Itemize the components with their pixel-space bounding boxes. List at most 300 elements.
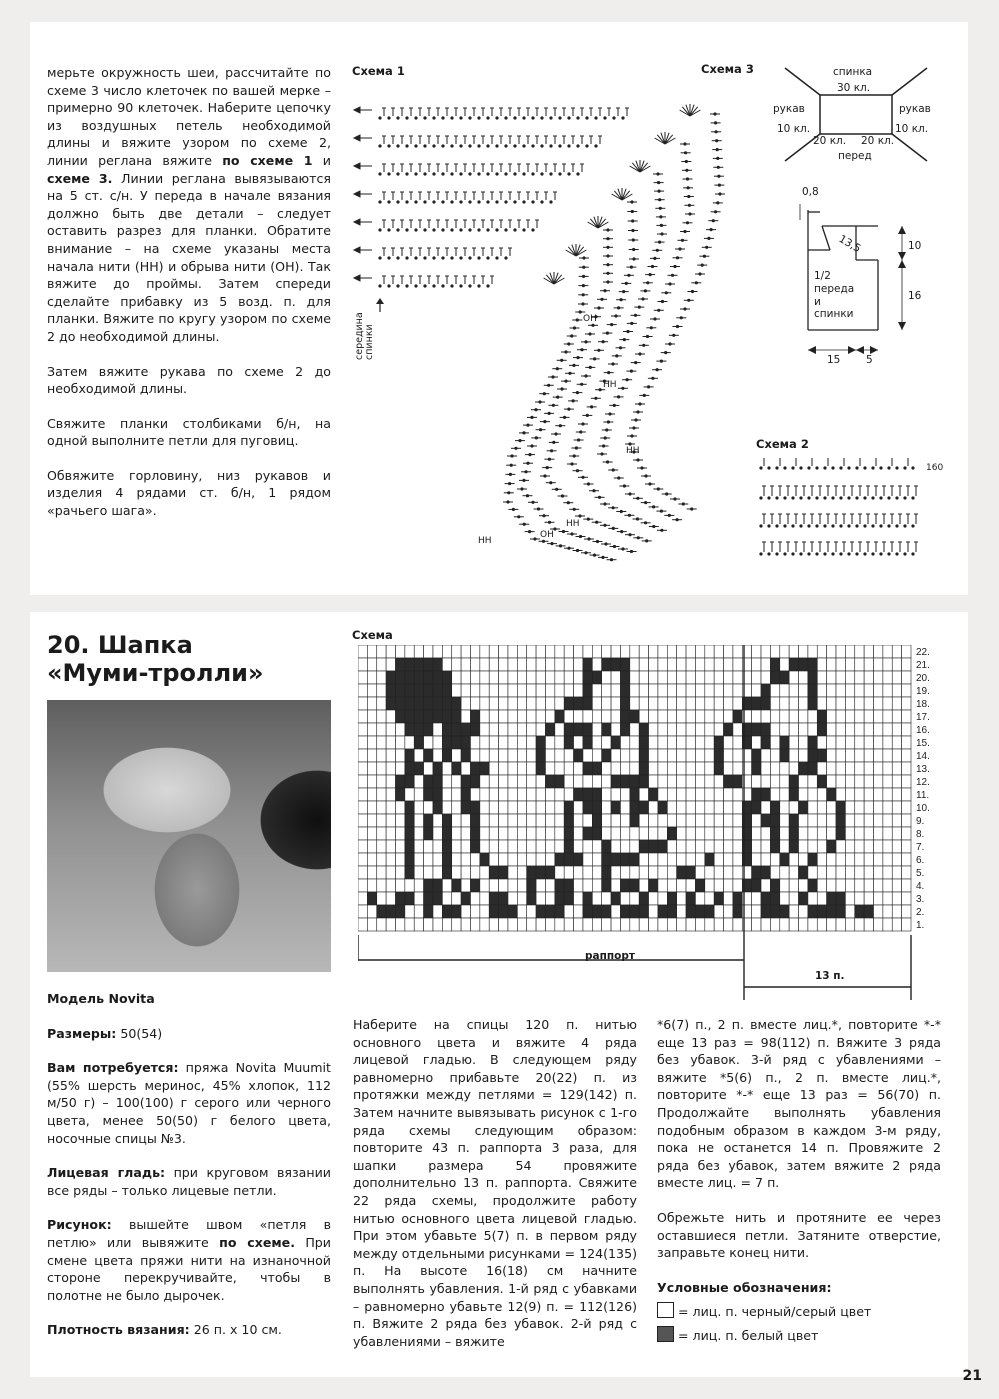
chart-cell-main-yarn xyxy=(480,723,489,736)
chain-stitch xyxy=(559,173,561,175)
chart-cell-main-yarn xyxy=(714,840,723,853)
chain-stitch xyxy=(505,117,507,119)
chart-cell-white-yarn xyxy=(705,853,714,866)
chart-cell-main-yarn xyxy=(395,814,404,827)
chart-cell-main-yarn xyxy=(724,814,733,827)
chain-stitch xyxy=(514,145,516,147)
chain-stitch xyxy=(433,229,435,231)
chart-cell-main-yarn xyxy=(789,736,798,749)
chart-cell-main-yarn xyxy=(733,658,742,671)
chart-cell-main-yarn xyxy=(499,814,508,827)
chart-cell-main-yarn xyxy=(527,736,536,749)
chain-stitch xyxy=(478,173,480,175)
chain-stitch xyxy=(864,467,866,469)
chain-stitch xyxy=(424,285,426,287)
chart-cell-main-yarn xyxy=(780,684,789,697)
chart-cell-main-yarn xyxy=(845,905,854,918)
chart-cell-main-yarn xyxy=(864,801,873,814)
chart-cell-main-yarn xyxy=(836,749,845,762)
chart-cell-main-yarn xyxy=(564,671,573,684)
chart-cell-main-yarn xyxy=(555,866,564,879)
chart-cell-main-yarn xyxy=(845,918,854,931)
chart-cell-main-yarn xyxy=(864,697,873,710)
dim-15-label: 15 xyxy=(827,354,841,366)
chart-cell-main-yarn xyxy=(602,671,611,684)
chart-cell-main-yarn xyxy=(855,866,864,879)
chart-cell-main-yarn xyxy=(714,866,723,879)
chart-cell-white-yarn xyxy=(564,892,573,905)
chart-cell-main-yarn xyxy=(883,814,892,827)
chart-cell-main-yarn xyxy=(836,918,845,931)
chart-cell-main-yarn xyxy=(808,710,817,723)
chart-cell-main-yarn xyxy=(667,866,676,879)
chart-cell-main-yarn xyxy=(658,814,667,827)
chart-cell-main-yarn xyxy=(836,879,845,892)
chart-cell-main-yarn xyxy=(527,723,536,736)
chart-cell-main-yarn xyxy=(827,749,836,762)
chart-cell-white-yarn xyxy=(442,671,451,684)
chart-cell-main-yarn xyxy=(602,918,611,931)
chart-cell-main-yarn xyxy=(395,762,404,775)
chart-cell-main-yarn xyxy=(517,918,526,931)
chart-cell-white-yarn xyxy=(489,905,498,918)
need-label: Вам потребуется: xyxy=(47,1060,179,1076)
chart-cell-white-yarn xyxy=(620,905,629,918)
chart-cell-main-yarn xyxy=(545,697,554,710)
chart-cell-main-yarn xyxy=(836,671,845,684)
chart-cell-main-yarn xyxy=(714,827,723,840)
chain-stitch xyxy=(379,257,381,259)
chart-cell-main-yarn xyxy=(405,918,414,931)
chart-cell-white-yarn xyxy=(424,723,433,736)
chart-cell-main-yarn xyxy=(892,892,901,905)
chart-cell-main-yarn xyxy=(808,892,817,905)
chart-cell-main-yarn xyxy=(602,684,611,697)
chart-cell-main-yarn xyxy=(845,710,854,723)
chart-cell-main-yarn xyxy=(386,866,395,879)
chain-stitch xyxy=(478,229,480,231)
chart-cell-main-yarn xyxy=(799,775,808,788)
chart-cell-main-yarn xyxy=(705,827,714,840)
chart-cell-white-yarn xyxy=(583,736,592,749)
chart-cell-main-yarn xyxy=(620,866,629,879)
chart-cell-main-yarn xyxy=(733,723,742,736)
chart-cell-main-yarn xyxy=(761,879,770,892)
chart-cell-main-yarn xyxy=(874,814,883,827)
chart-cell-main-yarn xyxy=(883,788,892,801)
chart-cell-main-yarn xyxy=(461,684,470,697)
chart-cell-main-yarn xyxy=(724,905,733,918)
chart-cell-main-yarn xyxy=(724,658,733,671)
chart-cell-white-yarn xyxy=(592,905,601,918)
chart-cell-main-yarn xyxy=(892,918,901,931)
chart-cell-main-yarn xyxy=(592,723,601,736)
chart-cell-main-yarn xyxy=(414,905,423,918)
chart-cell-main-yarn xyxy=(452,892,461,905)
schema3-front-left-count: 20 кл. xyxy=(813,135,847,147)
chart-cell-main-yarn xyxy=(405,788,414,801)
chart-cell-main-yarn xyxy=(489,840,498,853)
chain-stitch xyxy=(808,525,810,527)
chart-cell-main-yarn xyxy=(536,788,545,801)
chart-row-label: 11. xyxy=(916,790,930,801)
chart-cell-main-yarn xyxy=(649,749,658,762)
chart-cell-main-yarn xyxy=(667,762,676,775)
chart-cell-main-yarn xyxy=(545,918,554,931)
chart-cell-main-yarn xyxy=(705,723,714,736)
chain-stitch xyxy=(433,117,435,119)
chart-cell-main-yarn xyxy=(686,710,695,723)
chain-stitch xyxy=(912,525,914,527)
chart-cell-main-yarn xyxy=(639,658,648,671)
chart-cell-main-yarn xyxy=(414,892,423,905)
chart-cell-white-yarn xyxy=(424,827,433,840)
chart-cell-main-yarn xyxy=(705,775,714,788)
chain-stitch xyxy=(523,173,525,175)
chart-cell-white-yarn xyxy=(827,905,836,918)
chart-cell-main-yarn xyxy=(752,840,761,853)
chart-cell-white-yarn xyxy=(855,905,864,918)
chart-cell-main-yarn xyxy=(883,840,892,853)
chart-cell-main-yarn xyxy=(658,892,667,905)
chart-cell-main-yarn xyxy=(817,892,826,905)
chart-cell-main-yarn xyxy=(508,671,517,684)
chain-stitch xyxy=(388,173,390,175)
chain-stitch xyxy=(460,173,462,175)
chart-cell-main-yarn xyxy=(367,658,376,671)
chain-stitch xyxy=(840,467,842,469)
chart-cell-main-yarn xyxy=(902,658,911,671)
chart-cell-main-yarn xyxy=(367,918,376,931)
chart-cell-main-yarn xyxy=(574,814,583,827)
chain-stitch xyxy=(451,257,453,259)
chart-cell-main-yarn xyxy=(536,671,545,684)
chain-stitch xyxy=(586,117,588,119)
chart-cell-main-yarn xyxy=(770,723,779,736)
chart-cell-main-yarn xyxy=(827,658,836,671)
chart-cell-white-yarn xyxy=(499,905,508,918)
chart-cell-main-yarn xyxy=(508,710,517,723)
chart-cell-main-yarn xyxy=(527,905,536,918)
chart-cell-white-yarn xyxy=(639,762,648,775)
chart-cell-main-yarn xyxy=(902,892,911,905)
chart-cell-main-yarn xyxy=(461,879,470,892)
chart-cell-main-yarn xyxy=(714,710,723,723)
chart-cell-main-yarn xyxy=(902,827,911,840)
chart-cell-main-yarn xyxy=(620,749,629,762)
chart-cell-main-yarn xyxy=(461,827,470,840)
chain-stitch xyxy=(469,285,471,287)
chain-stitch xyxy=(442,173,444,175)
chart-cell-white-yarn xyxy=(733,892,742,905)
chart-cell-white-yarn xyxy=(630,801,639,814)
chart-cell-white-yarn xyxy=(433,671,442,684)
chart-cell-main-yarn xyxy=(686,814,695,827)
chart-cell-main-yarn xyxy=(649,710,658,723)
chart-cell-main-yarn xyxy=(358,684,367,697)
chart-cell-main-yarn xyxy=(358,814,367,827)
chart-cell-main-yarn xyxy=(799,736,808,749)
chart-cell-main-yarn xyxy=(499,671,508,684)
chart-cell-main-yarn xyxy=(677,762,686,775)
chart-cell-main-yarn xyxy=(508,736,517,749)
chart-cell-main-yarn xyxy=(358,879,367,892)
chart-cell-white-yarn xyxy=(667,827,676,840)
chart-cell-main-yarn xyxy=(602,827,611,840)
chart-cell-main-yarn xyxy=(761,658,770,671)
chart-cell-main-yarn xyxy=(649,892,658,905)
chain-stitch xyxy=(760,497,762,499)
chart-cell-main-yarn xyxy=(817,814,826,827)
chart-cell-main-yarn xyxy=(892,853,901,866)
chart-cell-main-yarn xyxy=(367,840,376,853)
chart-cell-white-yarn xyxy=(770,814,779,827)
chart-cell-main-yarn xyxy=(574,684,583,697)
chart-cell-main-yarn xyxy=(714,658,723,671)
chart-row-label: 18. xyxy=(916,699,930,710)
chart-cell-white-yarn xyxy=(395,788,404,801)
chart-cell-main-yarn xyxy=(536,814,545,827)
chain-stitch xyxy=(808,553,810,555)
chain-stitch xyxy=(888,497,890,499)
chart-cell-main-yarn xyxy=(892,645,901,658)
chart-cell-main-yarn xyxy=(761,853,770,866)
chart-cell-main-yarn xyxy=(686,645,695,658)
chart-cell-main-yarn xyxy=(517,853,526,866)
chart-cell-main-yarn xyxy=(827,710,836,723)
chart-cell-main-yarn xyxy=(461,762,470,775)
chart-cell-white-yarn xyxy=(545,775,554,788)
chart-cell-main-yarn xyxy=(395,918,404,931)
row-arrow-head xyxy=(354,135,360,141)
chart-cell-main-yarn xyxy=(395,853,404,866)
chart-cell-main-yarn xyxy=(892,866,901,879)
chart-cell-main-yarn xyxy=(789,892,798,905)
chain-stitch xyxy=(388,201,390,203)
chart-cell-main-yarn xyxy=(358,710,367,723)
dim-top-label: 0,8 xyxy=(802,186,819,198)
chart-cell-main-yarn xyxy=(602,801,611,814)
chart-cell-main-yarn xyxy=(480,658,489,671)
chart-cell-white-yarn xyxy=(424,892,433,905)
chart-cell-white-yarn xyxy=(583,684,592,697)
chart-cell-main-yarn xyxy=(527,645,536,658)
chart-cell-main-yarn xyxy=(752,905,761,918)
chain-stitch xyxy=(424,229,426,231)
chart-cell-main-yarn xyxy=(358,853,367,866)
chart-cell-main-yarn xyxy=(602,814,611,827)
chart-cell-main-yarn xyxy=(545,749,554,762)
chart-cell-main-yarn xyxy=(433,827,442,840)
chart-cell-main-yarn xyxy=(611,697,620,710)
chart-cell-main-yarn xyxy=(433,645,442,658)
chain-stitch xyxy=(550,145,552,147)
chart-cell-white-yarn xyxy=(583,827,592,840)
chart-cell-main-yarn xyxy=(508,853,517,866)
chart-cell-main-yarn xyxy=(386,879,395,892)
chart-cell-white-yarn xyxy=(442,723,451,736)
chain-stitch xyxy=(904,525,906,527)
chart-cell-main-yarn xyxy=(414,749,423,762)
chain-stitch xyxy=(487,117,489,119)
chart-cell-main-yarn xyxy=(461,840,470,853)
chain-stitch xyxy=(872,497,874,499)
stocking-label: Лицевая гладь: xyxy=(47,1165,166,1181)
chart-cell-main-yarn xyxy=(583,918,592,931)
chart-cell-main-yarn xyxy=(461,918,470,931)
chart-cell-white-yarn xyxy=(649,788,658,801)
chart-cell-white-yarn xyxy=(395,905,404,918)
chart-cell-main-yarn xyxy=(555,671,564,684)
legend-item-white xyxy=(657,1302,941,1321)
schema3-back: спинка xyxy=(833,66,873,78)
chain-stitch xyxy=(800,553,802,555)
chain-stitch xyxy=(824,467,826,469)
chain-stitch xyxy=(406,257,408,259)
chart-cell-main-yarn xyxy=(761,827,770,840)
chart-cell-white-yarn xyxy=(817,710,826,723)
chart-cell-white-yarn xyxy=(470,723,479,736)
chart-cell-main-yarn xyxy=(574,905,583,918)
chart-cell-main-yarn xyxy=(658,918,667,931)
chart-cell-white-yarn xyxy=(789,658,798,671)
chart-cell-main-yarn xyxy=(386,827,395,840)
chart-cell-main-yarn xyxy=(714,697,723,710)
chart-cell-main-yarn xyxy=(536,853,545,866)
chart-cell-main-yarn xyxy=(574,827,583,840)
chain-stitch xyxy=(848,553,850,555)
chart-cell-main-yarn xyxy=(620,762,629,775)
chart-cell-main-yarn xyxy=(845,645,854,658)
chart-cell-main-yarn xyxy=(433,749,442,762)
chart-cell-white-yarn xyxy=(574,788,583,801)
chart-cell-main-yarn xyxy=(686,879,695,892)
chart-cell-main-yarn xyxy=(424,645,433,658)
chart-cell-main-yarn xyxy=(517,814,526,827)
chart-cell-white-yarn xyxy=(452,905,461,918)
chart-row-label: 22. xyxy=(916,647,930,658)
chain-stitch xyxy=(397,201,399,203)
chart-cell-main-yarn xyxy=(695,684,704,697)
half-label-4: спинки xyxy=(814,308,854,320)
chart-cell-main-yarn xyxy=(564,866,573,879)
chart-cell-main-yarn xyxy=(452,853,461,866)
chart-cell-main-yarn xyxy=(395,801,404,814)
chart-cell-white-yarn xyxy=(639,723,648,736)
top-paragraph-1 xyxy=(47,64,331,346)
chart-cell-white-yarn xyxy=(780,905,789,918)
chart-cell-main-yarn xyxy=(489,723,498,736)
chart-cell-main-yarn xyxy=(592,736,601,749)
chart-cell-main-yarn xyxy=(574,840,583,853)
chart-cell-white-yarn xyxy=(405,710,414,723)
density xyxy=(47,1321,331,1339)
chart-cell-main-yarn xyxy=(752,645,761,658)
chart-cell-main-yarn xyxy=(517,775,526,788)
chart-cell-main-yarn xyxy=(508,788,517,801)
chart-cell-main-yarn xyxy=(770,749,779,762)
chart-cell-main-yarn xyxy=(752,918,761,931)
chart-cell-main-yarn xyxy=(461,866,470,879)
chain-stitch xyxy=(487,173,489,175)
chart-cell-main-yarn xyxy=(620,736,629,749)
text-run: Линии реглана вывязываются на 5 ст. с/н. У переда в начале вязания должно быть две детали – следует оставить разрез для планки. Обратите внимание – на схеме указаны места начала нити (НН) и обрыва нити (ОН). Так вяжите до проймы. Затем спереди сделайте прибавку из 5 возд. п. для планки. Вяжите по кругу узором по схеме 2 до необходимой длины. xyxy=(47,170,331,344)
chart-cell-main-yarn xyxy=(780,788,789,801)
chart-cell-white-yarn xyxy=(592,762,601,775)
chart-cell-white-yarn xyxy=(489,892,498,905)
chart-cell-white-yarn xyxy=(583,671,592,684)
chart-cell-main-yarn xyxy=(377,853,386,866)
chart-cell-white-yarn xyxy=(770,879,779,892)
chart-cell-white-yarn xyxy=(658,905,667,918)
chain-stitch xyxy=(872,525,874,527)
chain-stitch xyxy=(595,117,597,119)
hn-label: НН xyxy=(626,446,640,456)
chain-stitch xyxy=(460,117,462,119)
chart-cell-white-yarn xyxy=(564,827,573,840)
chart-cell-main-yarn xyxy=(874,697,883,710)
chart-cell-main-yarn xyxy=(489,671,498,684)
chart-cell-main-yarn xyxy=(695,866,704,879)
chart-cell-main-yarn xyxy=(480,866,489,879)
chart-cell-white-yarn xyxy=(405,827,414,840)
chart-cell-main-yarn xyxy=(414,827,423,840)
chart-cell-main-yarn xyxy=(817,801,826,814)
chart-cell-main-yarn xyxy=(836,710,845,723)
chart-cell-main-yarn xyxy=(592,710,601,723)
chain-stitch xyxy=(379,173,381,175)
chart-cell-main-yarn xyxy=(677,736,686,749)
chart-cell-main-yarn xyxy=(658,827,667,840)
chart-cell-main-yarn xyxy=(611,762,620,775)
chart-cell-main-yarn xyxy=(592,684,601,697)
chart-cell-white-yarn xyxy=(808,671,817,684)
chart-cell-main-yarn xyxy=(902,710,911,723)
chart-cell-main-yarn xyxy=(686,684,695,697)
chart-cell-main-yarn xyxy=(386,801,395,814)
chart-cell-main-yarn xyxy=(874,905,883,918)
chart-cell-main-yarn xyxy=(517,801,526,814)
chart-cell-main-yarn xyxy=(705,892,714,905)
chart-cell-main-yarn xyxy=(780,762,789,775)
chart-cell-main-yarn xyxy=(724,749,733,762)
chart-cell-main-yarn xyxy=(367,788,376,801)
chart-cell-main-yarn xyxy=(489,658,498,671)
chart-cell-white-yarn xyxy=(508,905,517,918)
chart-cell-main-yarn xyxy=(714,905,723,918)
chart-cell-white-yarn xyxy=(424,684,433,697)
chart-cell-main-yarn xyxy=(424,801,433,814)
chart-cell-white-yarn xyxy=(789,775,798,788)
chart-cell-white-yarn xyxy=(780,736,789,749)
chart-cell-main-yarn xyxy=(499,762,508,775)
chart-cell-white-yarn xyxy=(386,697,395,710)
chart-cell-main-yarn xyxy=(677,645,686,658)
chart-cell-main-yarn xyxy=(677,775,686,788)
sizes xyxy=(47,1025,331,1043)
chart-cell-main-yarn xyxy=(686,853,695,866)
chain-stitch xyxy=(541,201,543,203)
chart-cell-main-yarn xyxy=(395,723,404,736)
chart-cell-main-yarn xyxy=(377,736,386,749)
chart-cell-white-yarn xyxy=(789,840,798,853)
chart-cell-main-yarn xyxy=(414,645,423,658)
chain-stitch xyxy=(792,553,794,555)
chart-row-label: 21. xyxy=(916,660,930,671)
chart-cell-main-yarn xyxy=(799,814,808,827)
chart-cell-main-yarn xyxy=(461,853,470,866)
chart-cell-main-yarn xyxy=(799,840,808,853)
